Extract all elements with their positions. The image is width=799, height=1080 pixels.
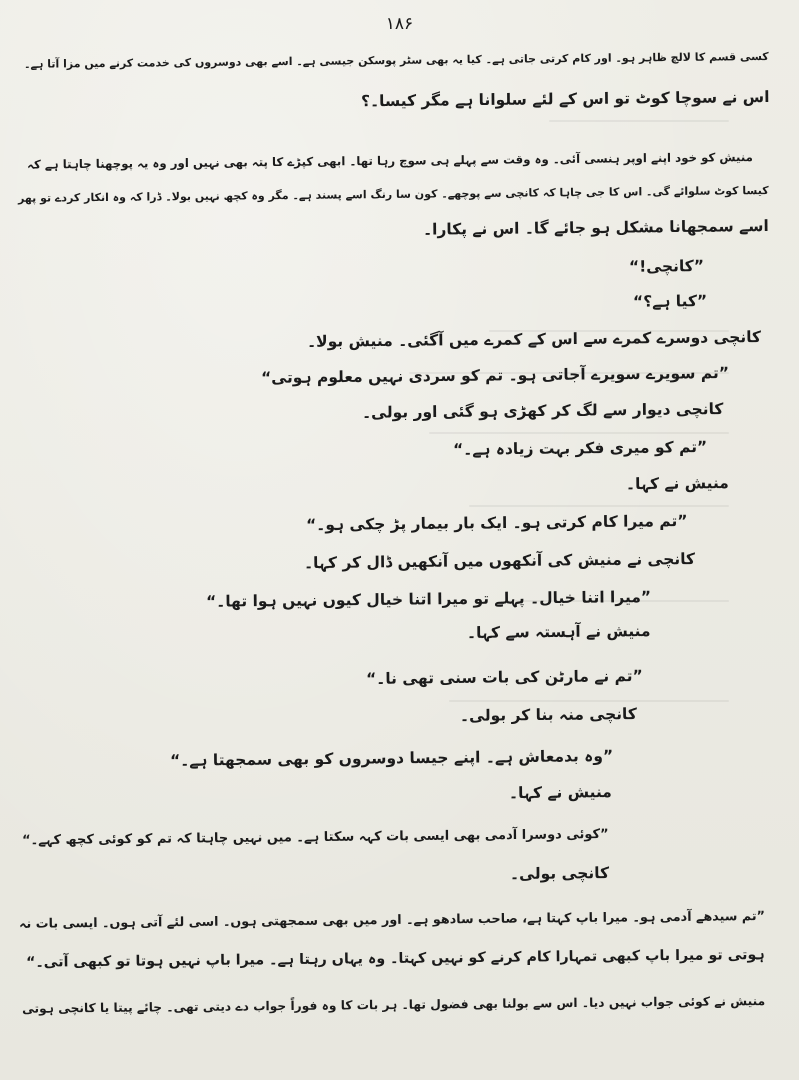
bleed-through-mark [429, 432, 729, 434]
text-line: کانچی بولی۔ [509, 864, 610, 884]
text-line: منیش کو خود اپنے اوپر ہنسی آئی۔ وہ وقت سے پہلے ہی سوچ رہا تھا۔ ابھی کپڑے کا پتہ بھی نہیں اور وہ یہ پوچھنا چاہتا ہے کہ [27, 150, 754, 172]
text-line: منیش نے کہا۔ [509, 783, 613, 803]
text-line: کانچی منہ بنا کر بولی۔ [460, 705, 638, 725]
text-line: ہوتی تو میرا باپ کبھی تمہارا کام کرنے کو نہیں کہتا۔ وہ یہاں رہتا ہے۔ میرا باپ نہیں ہوتا تو کبھی آتی۔“ [26, 947, 766, 971]
text-line: کانچی دیوار سے لگ کر کھڑی ہو گئی اور بولی۔ [361, 400, 724, 422]
text-line: ”تم سیدھے آدمی ہو۔ میرا باپ کہتا ہے، صاحب سادھو ہے۔ اور میں بھی سمجھتی ہوں۔ اسی لئے آتی ہوں۔ ایسی بات نہ [18, 909, 766, 932]
bleed-through-mark [449, 700, 729, 702]
text-line: کانچی دوسرے کمرے سے اس کے کمرے میں آگئی۔ منیش بولا۔ [306, 328, 762, 351]
text-line: ”کیا ہے؟“ [632, 292, 708, 311]
bleed-through-mark [469, 505, 729, 507]
text-line: کیسا کوٹ سلوائے گی۔ اس کا جی چاہا کہ کانچی سے پوچھے۔ کون سا رنگ اسے پسند ہے۔ مگر وہ کچھ نہیں بولا۔ ڈرا کہ وہ انکار کردے تو پھر [18, 184, 770, 205]
text-line: ”تم کو میری فکر بہت زیادہ ہے۔“ [452, 438, 708, 459]
text-line: ”وہ بدمعاش ہے۔ اپنے جیسا دوسروں کو بھی سمجھتا ہے۔“ [169, 747, 614, 770]
bleed-through-mark [549, 120, 729, 122]
text-line: اسے سمجھانا مشکل ہو جائے گا۔ اس نے پکارا۔ [423, 217, 770, 239]
text-line: ”میرا اتنا خیال۔ پہلے تو میرا اتنا خیال کیوں نہیں ہوا تھا۔“ [205, 588, 652, 611]
text-line: کسی قسم کا لالچ ظاہر ہو۔ اور کام کرتی جاتی ہے۔ کیا یہ بھی سٹر پوسکن جیسی ہے۔ اسے بھی دوسروں کی خدمت کرنے میں مزا آتا ہے۔ [24, 50, 770, 71]
text-line: ”تم سویرے سویرے آجاتی ہو۔ تم کو سردی نہیں معلوم ہوتی“ [260, 364, 730, 387]
text-line: ”کوئی دوسرا آدمی بھی ایسی بات کہہ سکتا ہے۔ میں نہیں چاہتا کہ تم کو کوئی کچھ کہے۔“ [22, 827, 610, 849]
text-line: کانچی نے منیش کی آنکھوں میں آنکھیں ڈال کر کہا۔ [303, 550, 696, 573]
text-line: منیش نے آہستہ سے کہا۔ [467, 622, 652, 642]
text-line: منیش نے کوئی جواب نہیں دیا۔ اس سے بولنا بھی فضول تھا۔ ہر بات کا وہ فوراً جواب دے دیتی تھی۔ چائے پیتا یا کانچی ہوتی [21, 994, 766, 1016]
page-number: ۱۸۶ [385, 14, 414, 34]
text-line: ”تم میرا کام کرتی ہو۔ ایک بار بیمار پڑ چکی ہو۔“ [305, 512, 688, 534]
text-line: ”تم نے مارٹن کی بات سنی تھی نا۔“ [366, 667, 644, 688]
text-line: اس نے سوچا کوٹ تو اس کے لئے سلوانا ہے مگر کیسا۔؟ [360, 88, 770, 111]
text-line: ”کانچی!“ [628, 257, 705, 276]
text-line: منیش نے کہا۔ [626, 474, 730, 494]
